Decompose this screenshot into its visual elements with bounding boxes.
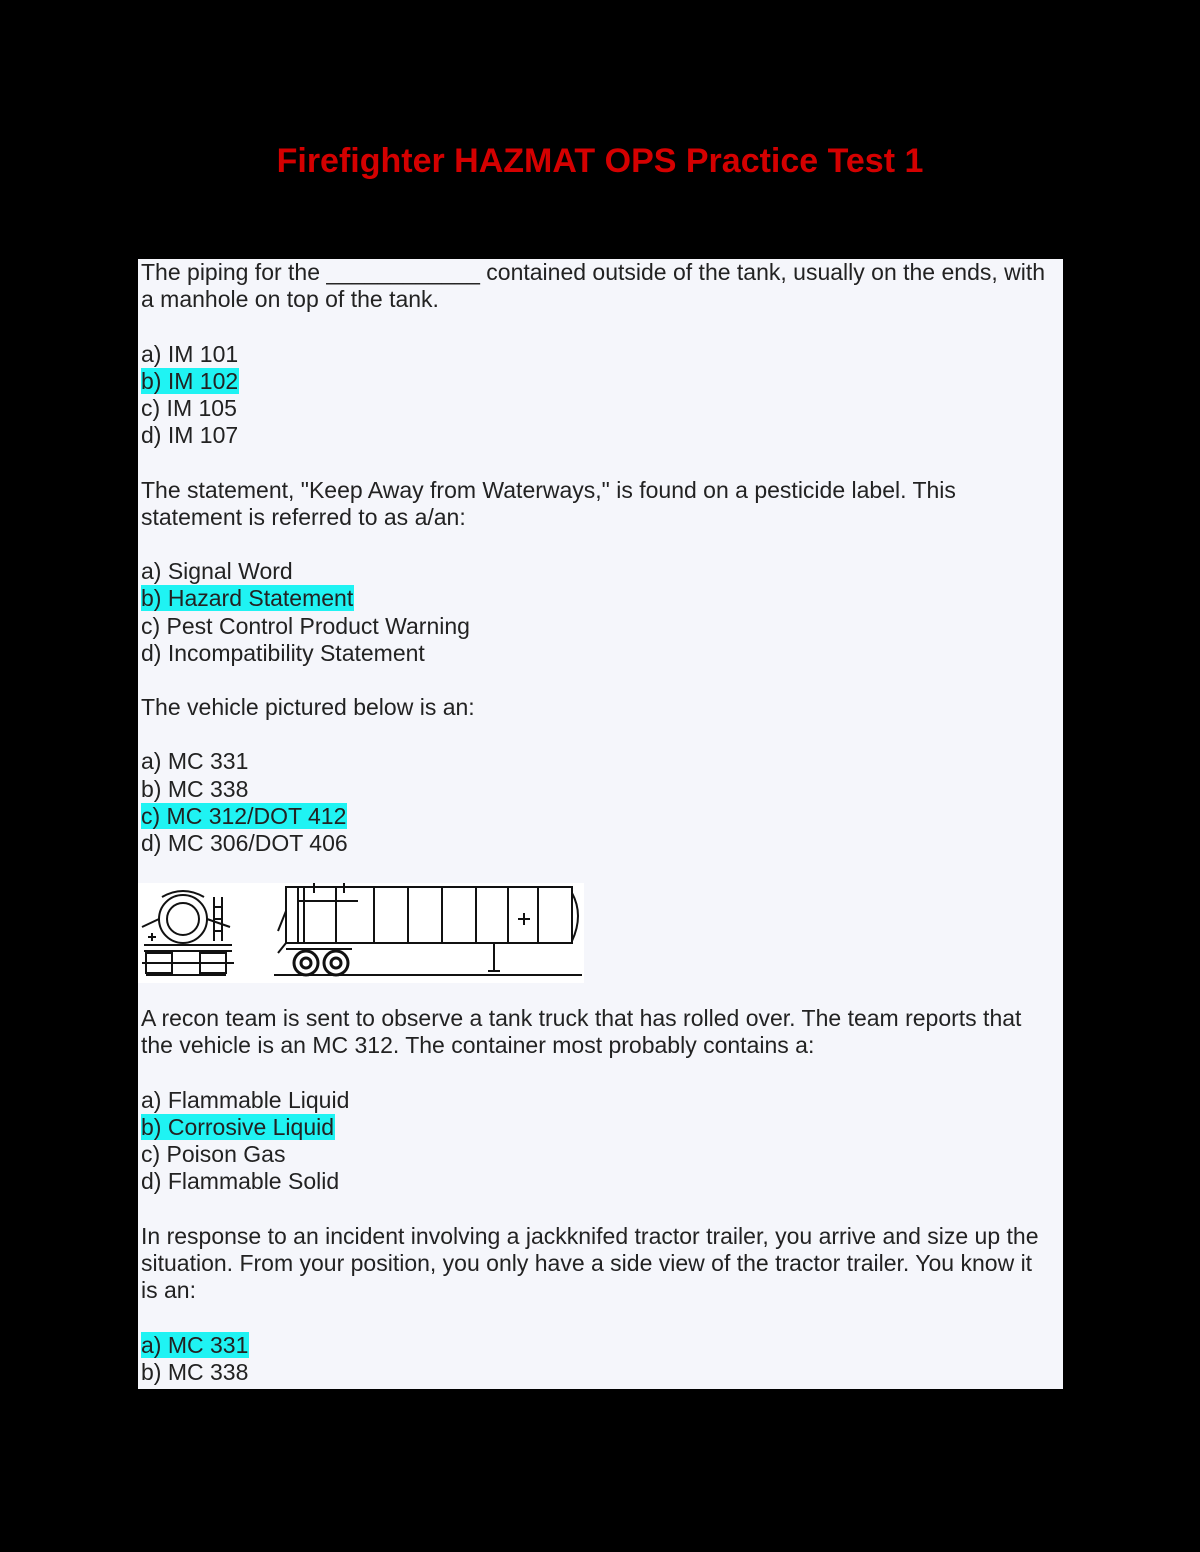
answer-option-label: d) MC 306/DOT 406	[141, 830, 348, 857]
answer-option-correct[interactable]	[141, 368, 1063, 395]
answer-option[interactable]	[141, 1359, 1063, 1386]
answer-options	[141, 558, 1063, 667]
question-text: The piping for the ____________ contained outside of the tank, usually on the ends, with a manhole on top of the tank.	[141, 259, 1046, 313]
answer-option[interactable]	[141, 1141, 1063, 1168]
answer-options	[141, 341, 1063, 450]
answer-option-label: c) Pest Control Product Warning	[141, 612, 470, 639]
answer-option[interactable]	[141, 1087, 1063, 1114]
answer-option-label: b) Hazard Statement	[141, 585, 354, 612]
answer-options	[141, 1087, 1063, 1196]
answer-option[interactable]	[141, 1168, 1063, 1195]
question-block	[141, 694, 1063, 987]
answer-option-label: d) Incompatibility Statement	[141, 639, 425, 666]
answer-option[interactable]	[141, 776, 1063, 803]
answer-option-correct[interactable]	[141, 1332, 1063, 1359]
answer-option[interactable]	[141, 640, 1063, 667]
question-block	[141, 477, 1063, 667]
answer-options	[141, 748, 1063, 857]
answer-option-label: a) Signal Word	[141, 558, 293, 585]
answer-option[interactable]	[141, 558, 1063, 585]
answer-option-label: b) MC 338	[141, 775, 249, 802]
answer-option-label: c) IM 105	[141, 394, 237, 421]
answer-option-label: b) MC 338	[141, 1358, 249, 1385]
answer-option[interactable]	[141, 613, 1063, 640]
tank-trailer-illustration	[138, 883, 1063, 987]
answer-option-label: c) MC 312/DOT 412	[141, 802, 347, 829]
answer-option-correct[interactable]	[141, 803, 1063, 830]
answer-option-label: c) Poison Gas	[141, 1141, 286, 1168]
answer-option-label: d) Flammable Solid	[141, 1168, 340, 1195]
answer-option[interactable]	[141, 341, 1063, 368]
answer-option-label: a) MC 331	[141, 748, 249, 775]
question-text: The statement, "Keep Away from Waterways," is found on a pesticide label. This statement is referred to as a/an:	[141, 476, 956, 530]
answer-option-label: b) IM 102	[141, 367, 239, 394]
answer-option-label: a) Flammable Liquid	[141, 1086, 350, 1113]
tank-trailer-drawing	[138, 883, 584, 983]
answer-option-correct[interactable]	[141, 1114, 1063, 1141]
question-block	[141, 1005, 1063, 1195]
answer-options	[141, 1332, 1063, 1386]
question-text: A recon team is sent to observe a tank truck that has rolled over. The team reports that the vehicle is an MC 312. The container most probably contains a:	[141, 1005, 1022, 1059]
answer-option-label: b) Corrosive Liquid	[141, 1113, 335, 1140]
answer-option[interactable]	[141, 748, 1063, 775]
answer-option-correct[interactable]	[141, 585, 1063, 612]
answer-option[interactable]	[141, 830, 1063, 857]
question-block	[141, 259, 1063, 449]
question-text: In response to an incident involving a jackknifed tractor trailer, you arrive and size up the situation. From your position, you only have a side view of the tractor trailer. You know it is an:	[141, 1222, 1039, 1304]
question-block	[141, 1223, 1063, 1386]
answer-option-label: d) IM 107	[141, 422, 239, 449]
answer-option-label: a) MC 331	[141, 1331, 249, 1358]
page-title: Firefighter HAZMAT OPS Practice Test 1	[276, 142, 924, 180]
question-text: The vehicle pictured below is an:	[141, 694, 475, 721]
question-panel	[138, 259, 1063, 1389]
answer-option[interactable]	[141, 422, 1063, 449]
answer-option[interactable]	[141, 395, 1063, 422]
answer-option-label: a) IM 101	[141, 340, 239, 367]
